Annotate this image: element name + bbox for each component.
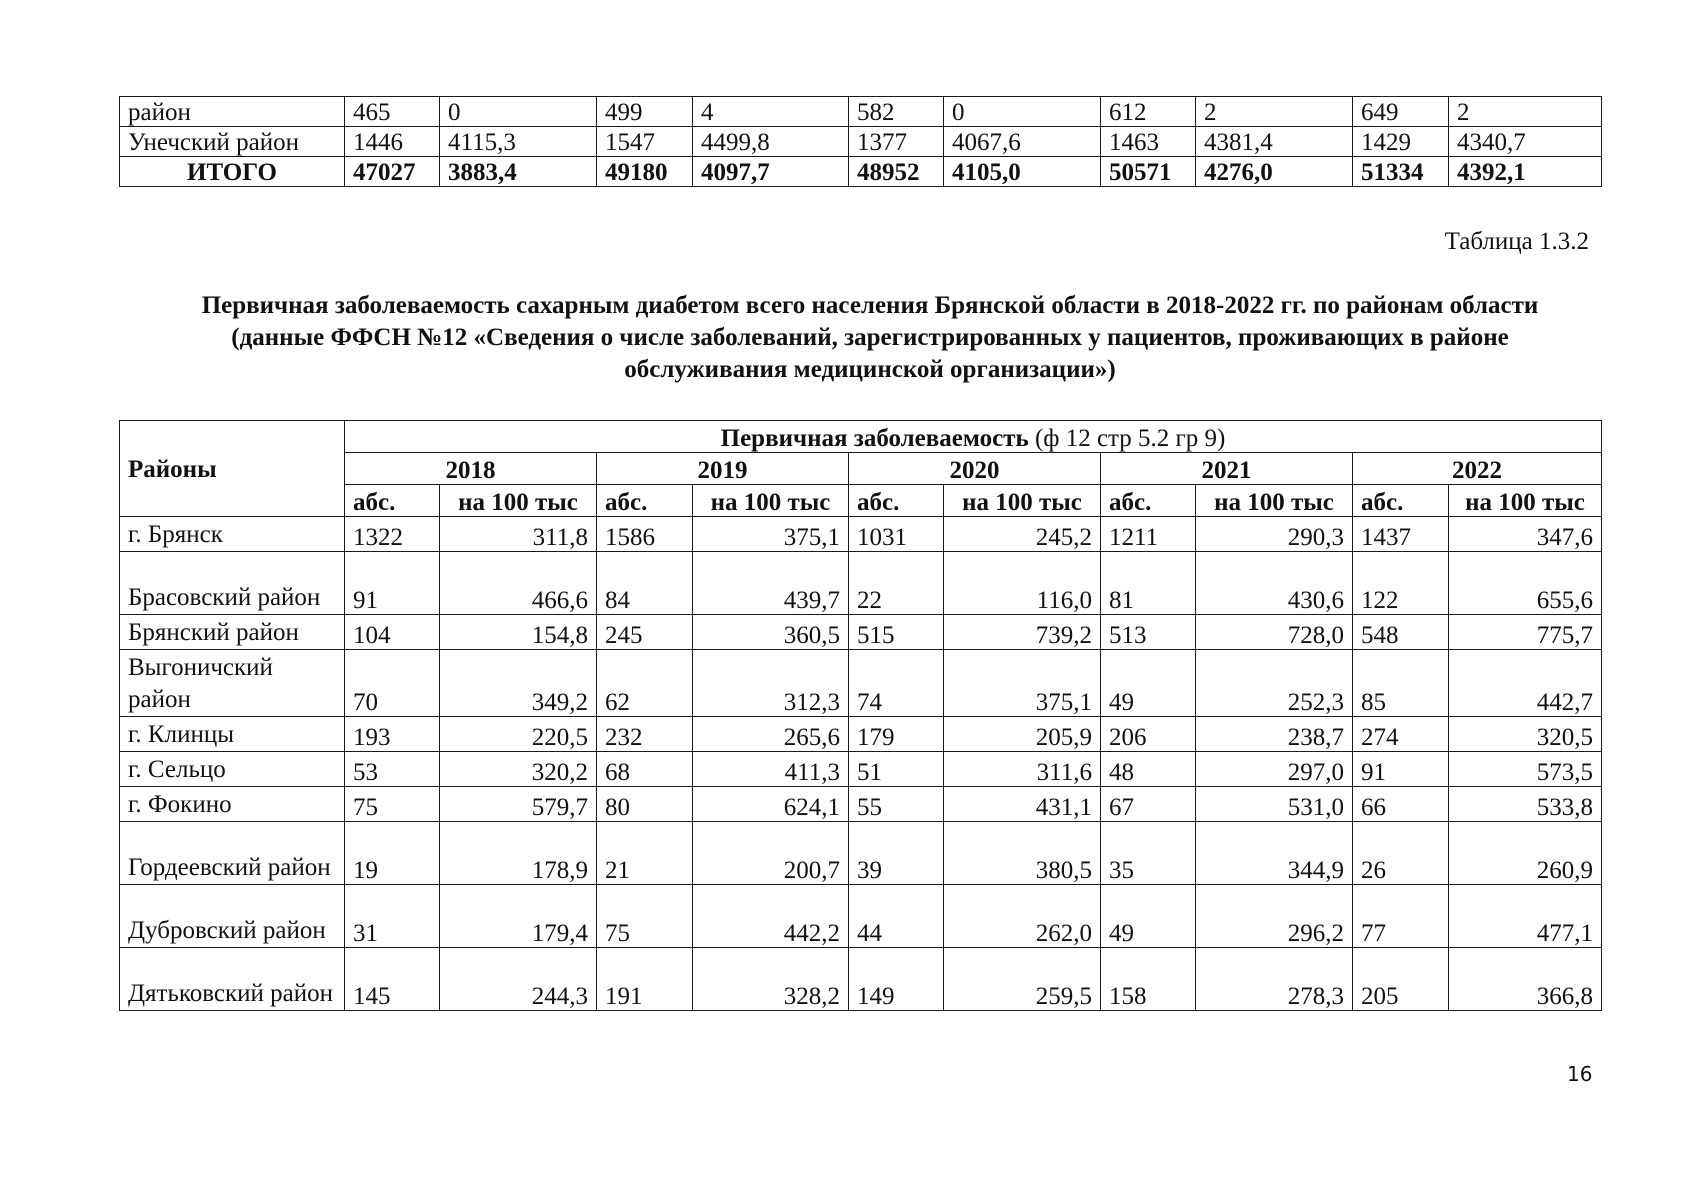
value-cell: 48952: [849, 157, 944, 187]
per100k-value-cell: 579,7: [440, 787, 597, 822]
table-row: [120, 787, 1602, 822]
abs-value-cell: 68: [597, 752, 693, 787]
abs-value-cell: 1031: [849, 517, 944, 552]
per100k-value-cell: 430,6: [1196, 552, 1353, 615]
abs-value-cell: 1322: [345, 517, 440, 552]
per100k-value-cell: 178,9: [440, 822, 597, 885]
abs-value-cell: 193: [345, 717, 440, 752]
abs-value-cell: 245: [597, 615, 693, 650]
value-cell: 649: [1353, 97, 1449, 127]
year-header: 2021: [1101, 453, 1353, 485]
per100k-header: на 100 тыс: [944, 485, 1101, 517]
value-cell: 4381,4: [1196, 127, 1353, 157]
table-body: [120, 517, 1602, 1011]
per100k-value-cell: 311,8: [440, 517, 597, 552]
per100k-value-cell: 262,0: [944, 885, 1101, 948]
abs-value-cell: 31: [345, 885, 440, 948]
per100k-value-cell: 290,3: [1196, 517, 1353, 552]
abs-value-cell: 84: [597, 552, 693, 615]
abs-value-cell: 66: [1353, 787, 1449, 822]
total-row: [120, 157, 1602, 187]
table-row: [120, 552, 1602, 615]
per100k-value-cell: 411,3: [693, 752, 849, 787]
abs-value-cell: 232: [597, 717, 693, 752]
per100k-value-cell: 739,2: [944, 615, 1101, 650]
abs-value-cell: 81: [1101, 552, 1196, 615]
per100k-value-cell: 375,1: [944, 650, 1101, 717]
value-cell: 4115,3: [440, 127, 597, 157]
abs-value-cell: 62: [597, 650, 693, 717]
district-cell: Выгоничский район: [120, 650, 345, 717]
table-row: [120, 650, 1602, 717]
value-cell: 4105,0: [944, 157, 1101, 187]
per100k-value-cell: 320,5: [1449, 717, 1602, 752]
abs-value-cell: 104: [345, 615, 440, 650]
per100k-value-cell: 439,7: [693, 552, 849, 615]
abs-header: абс.: [345, 485, 440, 517]
per100k-value-cell: 344,9: [1196, 822, 1353, 885]
table-caption: Таблица 1.3.2: [1444, 228, 1589, 255]
district-cell: г. Сельцо: [120, 752, 345, 787]
abs-header: абс.: [849, 485, 944, 517]
abs-value-cell: 513: [1101, 615, 1196, 650]
abs-value-cell: 515: [849, 615, 944, 650]
district-cell: Унечский район: [120, 127, 345, 157]
abs-header: абс.: [597, 485, 693, 517]
district-cell: Дятьковский район: [120, 948, 345, 1011]
per100k-value-cell: 442,7: [1449, 650, 1602, 717]
incidence-table: [119, 420, 1602, 1011]
abs-value-cell: 158: [1101, 948, 1196, 1011]
per100k-value-cell: 297,0: [1196, 752, 1353, 787]
value-cell: 1377: [849, 127, 944, 157]
per100k-header: на 100 тыс: [693, 485, 849, 517]
abs-value-cell: 51: [849, 752, 944, 787]
per100k-header: на 100 тыс: [1449, 485, 1602, 517]
per100k-value-cell: 311,6: [944, 752, 1101, 787]
value-cell: 4067,6: [944, 127, 1101, 157]
value-cell: 4: [693, 97, 849, 127]
value-cell: 1446: [345, 127, 440, 157]
value-cell: 49180: [597, 157, 693, 187]
value-cell: 582: [849, 97, 944, 127]
abs-value-cell: 91: [1353, 752, 1449, 787]
abs-value-cell: 75: [345, 787, 440, 822]
per100k-value-cell: 252,3: [1196, 650, 1353, 717]
abs-value-cell: 149: [849, 948, 944, 1011]
per100k-value-cell: 573,5: [1449, 752, 1602, 787]
per100k-value-cell: 154,8: [440, 615, 597, 650]
abs-value-cell: 19: [345, 822, 440, 885]
value-cell: 0: [944, 97, 1101, 127]
per100k-value-cell: 259,5: [944, 948, 1101, 1011]
year-header: 2020: [849, 453, 1101, 485]
per100k-value-cell: 220,5: [440, 717, 597, 752]
per100k-value-cell: 349,2: [440, 650, 597, 717]
table-row: [120, 717, 1602, 752]
abs-value-cell: 21: [597, 822, 693, 885]
per100k-value-cell: 244,3: [440, 948, 597, 1011]
abs-value-cell: 179: [849, 717, 944, 752]
continuation-table: [119, 96, 1602, 187]
per100k-value-cell: 205,9: [944, 717, 1101, 752]
value-cell: 51334: [1353, 157, 1449, 187]
abs-value-cell: 22: [849, 552, 944, 615]
per100k-value-cell: 775,7: [1449, 615, 1602, 650]
value-cell: 4340,7: [1449, 127, 1602, 157]
per100k-value-cell: 328,2: [693, 948, 849, 1011]
abs-value-cell: 1211: [1101, 517, 1196, 552]
per100k-value-cell: 533,8: [1449, 787, 1602, 822]
abs-value-cell: 205: [1353, 948, 1449, 1011]
value-cell: 465: [345, 97, 440, 127]
per100k-value-cell: 320,2: [440, 752, 597, 787]
year-header: 2018: [345, 453, 597, 485]
table-row: [120, 948, 1602, 1011]
year-header: 2019: [597, 453, 849, 485]
abs-value-cell: 49: [1101, 885, 1196, 948]
table-row: [120, 822, 1602, 885]
table-row: [120, 127, 1602, 157]
table-row: [120, 885, 1602, 948]
per100k-value-cell: 531,0: [1196, 787, 1353, 822]
abs-value-cell: 74: [849, 650, 944, 717]
per100k-value-cell: 278,3: [1196, 948, 1353, 1011]
value-cell: 2: [1449, 97, 1602, 127]
total-label: ИТОГО: [120, 157, 345, 187]
district-cell: Брянский район: [120, 615, 345, 650]
table-row: [120, 97, 1602, 127]
value-cell: 50571: [1101, 157, 1196, 187]
districts-header: Районы: [120, 421, 345, 517]
abs-value-cell: 70: [345, 650, 440, 717]
district-cell: г. Клинцы: [120, 717, 345, 752]
value-cell: 1463: [1101, 127, 1196, 157]
per100k-header: на 100 тыс: [1196, 485, 1353, 517]
abs-value-cell: 39: [849, 822, 944, 885]
abs-value-cell: 48: [1101, 752, 1196, 787]
abs-value-cell: 85: [1353, 650, 1449, 717]
per100k-value-cell: 366,8: [1449, 948, 1602, 1011]
value-cell: 4097,7: [693, 157, 849, 187]
value-cell: 2: [1196, 97, 1353, 127]
abs-value-cell: 44: [849, 885, 944, 948]
per100k-value-cell: 260,9: [1449, 822, 1602, 885]
abs-value-cell: 77: [1353, 885, 1449, 948]
abs-value-cell: 145: [345, 948, 440, 1011]
per100k-value-cell: 431,1: [944, 787, 1101, 822]
value-cell: 499: [597, 97, 693, 127]
table-row: [120, 517, 1602, 552]
per100k-value-cell: 245,2: [944, 517, 1101, 552]
year-header: 2022: [1353, 453, 1602, 485]
district-cell: Гордеевский район: [120, 822, 345, 885]
per100k-value-cell: 466,6: [440, 552, 597, 615]
abs-header: абс.: [1353, 485, 1449, 517]
per100k-value-cell: 116,0: [944, 552, 1101, 615]
group-header-bold: Первичная заболеваемость: [720, 425, 1029, 452]
table-row: [120, 615, 1602, 650]
table-row: [120, 752, 1602, 787]
value-cell: 1547: [597, 127, 693, 157]
abs-header: абс.: [1101, 485, 1196, 517]
value-cell: 4276,0: [1196, 157, 1353, 187]
per100k-header: на 100 тыс: [440, 485, 597, 517]
abs-value-cell: 53: [345, 752, 440, 787]
value-cell: 4499,8: [693, 127, 849, 157]
value-cell: 47027: [345, 157, 440, 187]
abs-value-cell: 67: [1101, 787, 1196, 822]
district-cell: Дубровский район: [120, 885, 345, 948]
page-number: 16: [1567, 1062, 1593, 1086]
per100k-value-cell: 477,1: [1449, 885, 1602, 948]
abs-value-cell: 191: [597, 948, 693, 1011]
table-title: Первичная заболеваемость сахарным диабетом всего населения Брянской области в 2018-2022 гг. по районам области (данные ФФСН №12 «Сведения о числе заболеваний, зарегистрированных у пациентов, проживающих в районе обслуживания медицинской организации»): [201, 292, 1539, 383]
abs-value-cell: 206: [1101, 717, 1196, 752]
abs-value-cell: 122: [1353, 552, 1449, 615]
abs-value-cell: 1586: [597, 517, 693, 552]
per100k-value-cell: 728,0: [1196, 615, 1353, 650]
district-cell: Брасовский район: [120, 552, 345, 615]
per100k-value-cell: 179,4: [440, 885, 597, 948]
per100k-value-cell: 360,5: [693, 615, 849, 650]
abs-value-cell: 35: [1101, 822, 1196, 885]
per100k-value-cell: 200,7: [693, 822, 849, 885]
value-cell: 612: [1101, 97, 1196, 127]
abs-value-cell: 26: [1353, 822, 1449, 885]
value-cell: 0: [440, 97, 597, 127]
per100k-value-cell: 347,6: [1449, 517, 1602, 552]
per100k-value-cell: 265,6: [693, 717, 849, 752]
district-cell: г. Брянск: [120, 517, 345, 552]
abs-value-cell: 91: [345, 552, 440, 615]
value-cell: 3883,4: [440, 157, 597, 187]
abs-value-cell: 274: [1353, 717, 1449, 752]
abs-value-cell: 55: [849, 787, 944, 822]
group-header-rest: (ф 12 стр 5.2 гр 9): [1028, 425, 1226, 452]
header-row-group: [120, 421, 1602, 453]
per100k-value-cell: 380,5: [944, 822, 1101, 885]
district-cell: район: [120, 97, 345, 127]
abs-value-cell: 548: [1353, 615, 1449, 650]
district-cell: г. Фокино: [120, 787, 345, 822]
group-header: [345, 421, 1602, 453]
per100k-value-cell: 312,3: [693, 650, 849, 717]
per100k-value-cell: 238,7: [1196, 717, 1353, 752]
per100k-value-cell: 624,1: [693, 787, 849, 822]
abs-value-cell: 1437: [1353, 517, 1449, 552]
abs-value-cell: 80: [597, 787, 693, 822]
per100k-value-cell: 655,6: [1449, 552, 1602, 615]
abs-value-cell: 75: [597, 885, 693, 948]
value-cell: 1429: [1353, 127, 1449, 157]
abs-value-cell: 49: [1101, 650, 1196, 717]
value-cell: 4392,1: [1449, 157, 1602, 187]
per100k-value-cell: 442,2: [693, 885, 849, 948]
per100k-value-cell: 375,1: [693, 517, 849, 552]
per100k-value-cell: 296,2: [1196, 885, 1353, 948]
